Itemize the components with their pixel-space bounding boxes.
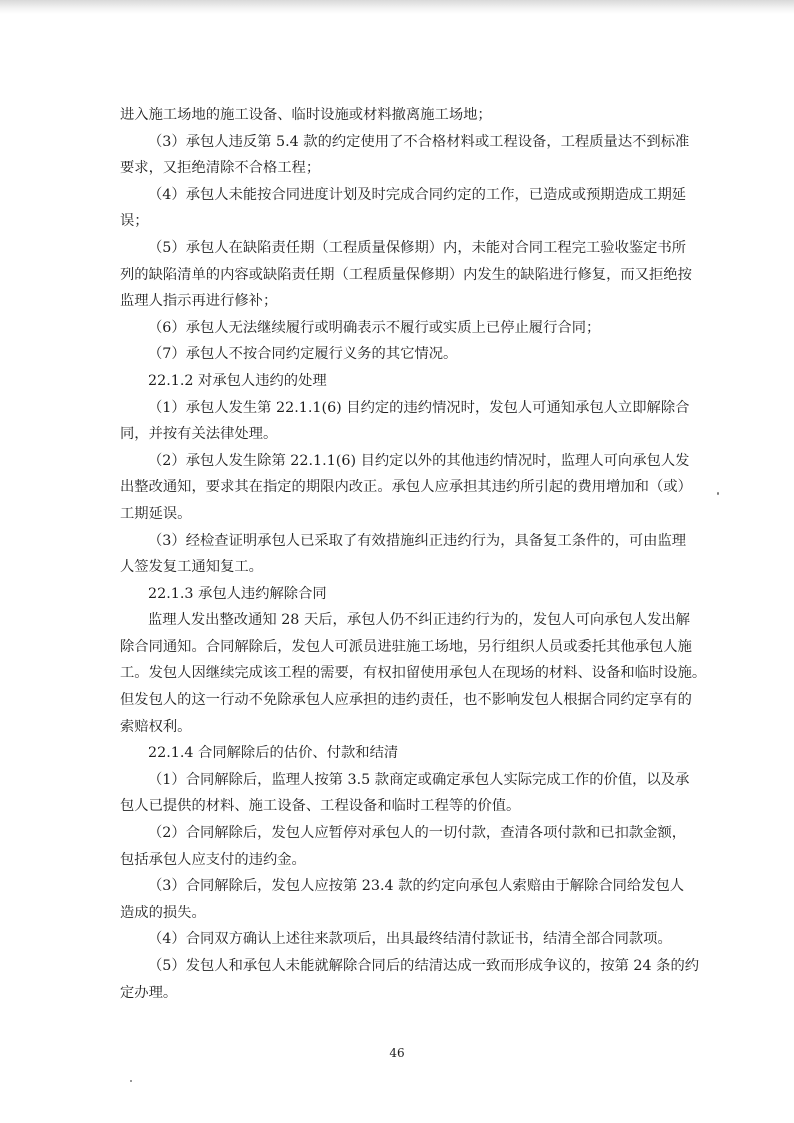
text-line: （7）承包人不按合同约定履行义务的其它情况。	[148, 346, 458, 363]
text-line: （3）合同解除后，发包人应按第 23.4 款的约定向承包人索赔由于解除合同给发包人	[148, 878, 685, 895]
text-line: 索赔权利。	[120, 718, 192, 735]
text-line: 22.1.3 承包人违约解除合同	[148, 585, 327, 602]
text-line: 除合同通知。合同解除后，发包人可派员进驻施工场地，另行组织人员或委托其他承包人施	[120, 638, 692, 655]
text-line: 工期延误。	[120, 505, 192, 522]
text-line: （2）承包人发生除第 22.1.1(6) 目约定以外的其他违约情况时，监理人可向承包人发	[148, 452, 690, 469]
text-line: 监理人发出整改通知 28 天后，承包人仍不纠正违约行为的，发包人可向承包人发出解	[148, 612, 690, 629]
text-line: （3）承包人违反第 5.4 款的约定使用了不合格材料或工程设备，工程质量达不到标准	[148, 133, 690, 150]
text-line: （4）合同双方确认上述往来款项后，出具最终结清付款证书，结清全部合同款项。	[148, 931, 672, 948]
text-line: 误；	[120, 213, 149, 230]
text-line: （2）合同解除后，发包人应暂停对承包人的一切付款，查清各项付款和已扣款金额，	[148, 825, 687, 842]
text-line: 定办理。	[120, 984, 178, 1001]
text-line: 造成的损失。	[120, 904, 206, 921]
text-line: 包人已提供的材料、施工设备、工程设备和临时工程等的价值。	[120, 798, 521, 815]
text-line: 包括承包人应支付的违约金。	[120, 851, 306, 868]
text-line: 但发包人的这一行动不免除承包人应承担的违约责任，也不影响发包人根据合同约定享有的	[120, 692, 692, 709]
text-line: 监理人指示再进行修补；	[120, 293, 278, 310]
text-line: 22.1.2 对承包人违约的处理	[148, 372, 327, 389]
text-line: （5）承包人在缺陷责任期（工程质量保修期）内，未能对合同工程完工验收鉴定书所	[148, 239, 687, 256]
text-line: （1）合同解除后，监理人按第 3.5 款商定或确定承包人实际完成工作的价值，以及承	[148, 771, 690, 788]
scan-speck	[130, 1080, 132, 1082]
text-line: （6）承包人无法继续履行或明确表示不履行或实质上已停止履行合同；	[148, 319, 601, 336]
document-body	[120, 102, 707, 1006]
text-line: 要求，又拒绝清除不合格工程；	[120, 160, 321, 177]
scan-speck	[717, 492, 719, 495]
scan-edge	[0, 0, 794, 14]
text-line: 进入施工场地的施工设备、临时设施或材料撤离施工场地；	[120, 107, 492, 123]
text-line: 22.1.4 合同解除后的估价、付款和结清	[148, 745, 399, 762]
text-line: 列的缺陷清单的内容或缺陷责任期（工程质量保修期）内发生的缺陷进行修复，而又拒绝按	[120, 266, 692, 283]
text-line: 同，并按有关法律处理。	[120, 426, 278, 443]
text-line: （3）经检查证明承包人已采取了有效措施纠正违约行为，具备复工条件的，可由监理	[148, 532, 687, 549]
page-number: 46	[389, 1046, 405, 1060]
text-line: 出整改通知，要求其在指定的期限内改正。承包人应承担其违约所引起的费用增加和（或）	[120, 479, 692, 496]
text-line: 工。发包人因继续完成该工程的需要，有权扣留使用承包人在现场的材料、设备和临时设施。	[120, 665, 707, 682]
text-line: 人签发复工通知复工。	[120, 559, 263, 576]
text-line: （5）发包人和承包人未能就解除合同后的结清达成一致而形成争议的，按第 24 条的约	[148, 958, 700, 974]
text-line: （1）承包人发生第 22.1.1(6) 目约定的违约情况时，发包人可通知承包人立即解除合	[148, 399, 690, 416]
text-line: （4）承包人未能按合同进度计划及时完成合同约定的工作，已造成或预期造成工期延	[148, 186, 687, 203]
